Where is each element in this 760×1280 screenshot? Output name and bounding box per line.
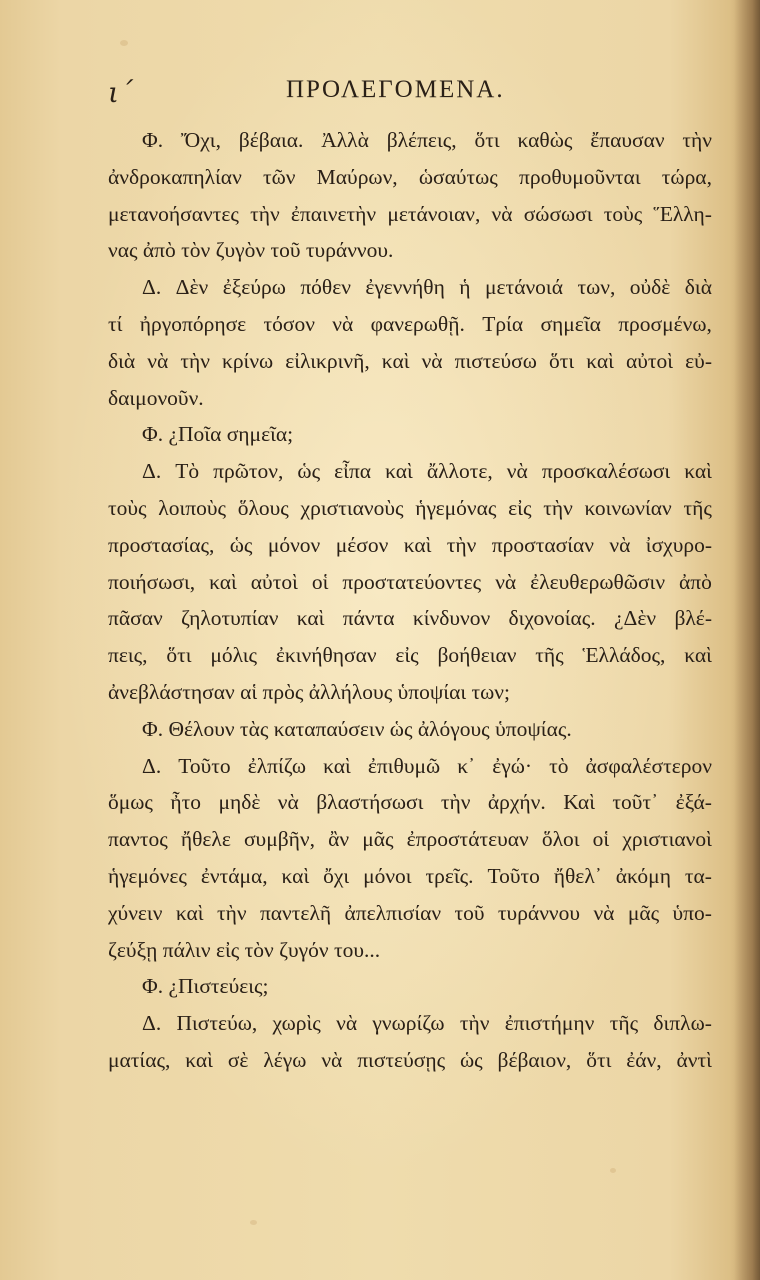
word: τὴν — [459, 1011, 490, 1036]
word: τώρα, — [661, 164, 712, 189]
word: τὴν — [682, 128, 712, 152]
word: Δ. — [142, 1011, 162, 1036]
word: τα- — [684, 863, 712, 888]
word: νὰ — [609, 532, 631, 557]
word: μόλις — [210, 643, 258, 668]
word: Καὶ — [563, 790, 595, 815]
word: προσμένω, — [618, 311, 712, 336]
word: ὅτι — [474, 128, 500, 152]
word: ἐάν, — [626, 1047, 662, 1072]
paper-stain — [250, 1220, 257, 1225]
word: παντελῆ — [259, 900, 332, 925]
word: ἀπὸ — [679, 569, 712, 594]
text-line — [108, 895, 712, 932]
word: ἐλευθερωθῶσιν — [530, 569, 666, 594]
word: καὶ — [175, 900, 204, 925]
word: διὰ — [108, 348, 136, 373]
word: ἠργοπόρησε — [139, 311, 247, 336]
word: ἦτο — [170, 790, 202, 815]
word: βλέ- — [674, 606, 712, 631]
word: ἄλλοτε, — [426, 459, 493, 484]
word: πιστεύσῃς — [357, 1047, 446, 1072]
word: βοήθειαν — [437, 643, 517, 668]
text-line — [108, 637, 712, 674]
word: ἀσφαλέστερον — [585, 753, 712, 778]
word: ἀρχήν. — [487, 790, 546, 815]
text-line — [108, 453, 712, 490]
word: ἔπαυσαν — [590, 128, 665, 152]
word: Ἀλλὰ — [321, 128, 369, 152]
word: ὄχι — [323, 863, 350, 888]
word: ζηλοτυπίαν — [181, 606, 279, 631]
word: τὴν — [446, 532, 477, 557]
word: καὶ — [403, 532, 432, 557]
word: Ἕλλη- — [653, 201, 712, 226]
text-line — [108, 858, 712, 895]
word: Πιστεύω, — [176, 1011, 258, 1036]
word: Τοῦτο — [178, 753, 231, 778]
text-line: Φ. Θέλουν τὰς καταπαύσειν ὡς ἀλόγους ὑποψίας. — [142, 716, 572, 741]
word: νὰ — [495, 569, 517, 594]
word: διπλω- — [653, 1011, 712, 1036]
word: ἀνδροκαπηλίαν — [108, 164, 242, 189]
word: ὡς — [459, 1047, 483, 1072]
word: ὅλοι — [541, 827, 580, 852]
word: οὐδὲ — [629, 275, 671, 300]
word: τῆς — [609, 1011, 639, 1036]
word: πρῶτον, — [213, 459, 284, 484]
word: τὴν — [440, 790, 471, 815]
word: ματίας, — [108, 1047, 171, 1072]
word: χριστιανοὺς — [300, 495, 404, 520]
word: πᾶσαν — [108, 606, 163, 631]
word: ἡγεμόνες — [108, 863, 187, 888]
page-header — [108, 72, 708, 112]
text-line — [108, 748, 712, 785]
word: καὶ — [209, 569, 237, 594]
word: ἐλπίζω — [247, 753, 307, 778]
word: νὰ — [421, 348, 443, 373]
word: βέβαιον, — [497, 1047, 572, 1072]
text-line: ζεύξῃ πάλιν εἰς τὸν ζυγόν του... — [108, 937, 381, 962]
text-line — [108, 159, 712, 196]
word: ὡς — [297, 459, 321, 484]
running-title: ΠΡΟΛΕΓΟΜΕΝΑ. — [286, 76, 505, 103]
word: νὰ — [506, 459, 528, 484]
word: λοιποὺς — [158, 495, 227, 520]
word: προσκαλέσωσι — [541, 459, 671, 484]
word: Δ. — [142, 275, 162, 300]
word: ἐπιθυμῶ — [367, 753, 441, 778]
word: τὴν — [543, 495, 573, 520]
word: τὴν — [216, 900, 247, 925]
word: διχονοίας. — [508, 606, 596, 631]
word: λέγω — [263, 1047, 307, 1072]
word: ἰσχυρο- — [645, 532, 712, 557]
paper-stain — [610, 1168, 616, 1173]
word: Δ. — [142, 753, 162, 778]
word: ἐπαινετὴν — [290, 201, 377, 226]
word: ὅτι — [166, 643, 192, 668]
word: μετανοήσαντες — [108, 201, 239, 226]
word: αὐτοὶ — [626, 348, 674, 373]
word: μετάνοιαν, — [387, 201, 481, 226]
word: καὶ — [586, 348, 614, 373]
word: ἐξεύρω — [222, 275, 286, 300]
word: τὴν — [180, 348, 210, 373]
word: τοῦτ᾽ — [612, 790, 659, 815]
word: πάντα — [342, 606, 395, 631]
word: οἱ — [592, 827, 610, 852]
word: εὐ- — [685, 348, 712, 373]
word: ἐπιστήμην — [504, 1011, 595, 1036]
word: διὰ — [684, 275, 712, 300]
word: ὅλους — [237, 495, 289, 520]
word: μᾶς — [627, 900, 660, 925]
page-number: ι΄ — [108, 76, 133, 109]
word: πιστεύσω — [454, 348, 537, 373]
word: τοῦ — [454, 900, 485, 925]
word: αὐτοὶ — [250, 569, 298, 594]
word: σὲ — [227, 1047, 249, 1072]
word: Δ. — [142, 459, 162, 484]
text-line — [108, 784, 712, 821]
text-line — [108, 196, 712, 233]
text-line — [108, 527, 712, 564]
word: παντος — [108, 827, 168, 852]
text-line — [108, 821, 712, 858]
word: τοὺς — [108, 495, 147, 520]
word: Ἑλλάδος, — [582, 643, 666, 668]
word: μόνον — [267, 532, 321, 557]
word: νὰ — [332, 311, 354, 336]
word: καὶ — [684, 459, 712, 484]
word: Φ. — [142, 128, 164, 152]
word: καὶ — [385, 459, 413, 484]
word: καὶ — [381, 348, 410, 373]
word: Τοῦτο — [487, 863, 540, 888]
word: χύνειν — [108, 900, 163, 925]
word: καὶ — [281, 863, 310, 888]
word: συμβῆν, — [243, 827, 316, 852]
word: ἐπροστάτευαν — [406, 827, 529, 852]
word: ἀπελπισίαν — [344, 900, 442, 925]
word: τοὺς — [603, 201, 643, 226]
word: μόνοι — [363, 863, 412, 888]
word: ἐντάμα, — [200, 863, 268, 888]
word: χωρὶς — [272, 1011, 321, 1036]
word: νὰ — [147, 348, 169, 373]
word: ὑπο- — [672, 900, 712, 925]
word: Τὸ — [175, 459, 200, 484]
word: εἰς — [395, 643, 419, 668]
word: ¿Δὲν — [613, 606, 657, 631]
word: μέσον — [335, 532, 389, 557]
word: καὶ — [323, 753, 351, 778]
text-line: δαιμονοῦν. — [108, 385, 204, 410]
word: σώσωσι — [523, 201, 593, 226]
text-line: Φ. ¿Πιστεύεις; — [142, 974, 269, 999]
word: εἰλικρινῆ, — [285, 348, 370, 373]
word: νὰ — [277, 790, 299, 815]
text-line — [108, 600, 712, 637]
body-text — [108, 122, 712, 1079]
word: κρίνω — [221, 348, 274, 373]
word: φανερωθῇ. — [370, 311, 465, 336]
text-line — [108, 122, 712, 159]
word: των, — [577, 275, 616, 300]
word: τῆς — [683, 495, 712, 520]
word: ὡσαύτως — [418, 164, 498, 189]
word: Μαύρων, — [316, 164, 398, 189]
word: τῶν — [262, 164, 296, 189]
word: Δὲν — [175, 275, 209, 300]
word: εἰς — [508, 495, 532, 520]
text-line: νας ἀπὸ τὸν ζυγὸν τοῦ τυράννου. — [108, 238, 394, 263]
text-line — [108, 269, 712, 306]
word: καὶ — [296, 606, 325, 631]
word: μετάνοιά — [485, 275, 563, 300]
text-line — [108, 306, 712, 343]
word: τῆς — [535, 643, 564, 668]
word: κίνδυνον — [412, 606, 491, 631]
text-line: Φ. ¿Ποῖα σημεῖα; — [142, 422, 294, 447]
word: πόθεν — [300, 275, 351, 300]
binding-shadow — [734, 0, 760, 1280]
word: προστασίαν — [491, 532, 594, 557]
paper-stain — [120, 40, 128, 46]
word: προστατεύοντες — [342, 569, 482, 594]
word: πεις, — [108, 643, 148, 668]
word: τὸ — [549, 753, 569, 778]
word: κοινωνίαν — [584, 495, 672, 520]
word: κ᾽ — [457, 753, 476, 778]
word: ἂν — [328, 827, 350, 852]
word: μηδὲ — [218, 790, 261, 815]
word: Τρία — [482, 311, 524, 336]
word: ἤθελ᾽ — [553, 863, 602, 888]
word: νὰ — [336, 1011, 358, 1036]
word: ὅτι — [586, 1047, 612, 1072]
word: ἤθελε — [180, 827, 231, 852]
word: προθυμοῦνται — [519, 164, 641, 189]
word: βλαστήσωσι — [316, 790, 424, 815]
text-line — [108, 1005, 712, 1042]
word: εἶπα — [334, 459, 372, 484]
word: ὅτι — [548, 348, 575, 373]
word: βέβαια. — [238, 128, 304, 152]
word: καὶ — [684, 643, 712, 668]
word: τυράννου — [497, 900, 581, 925]
word: οἱ — [311, 569, 329, 594]
word: τρεῖς. — [425, 863, 474, 888]
word: τί — [108, 311, 123, 336]
word: ἐξά- — [675, 790, 712, 815]
word: Ὄχι, — [180, 128, 221, 152]
text-line — [108, 1042, 712, 1079]
word: ἀντὶ — [676, 1047, 712, 1072]
word: καθὼς — [517, 128, 573, 152]
word: τόσον — [263, 311, 315, 336]
word: νὰ — [593, 900, 615, 925]
text-line: ἀνεβλάστησαν αἱ πρὸς ἀλλήλους ὑποψίαι των; — [108, 679, 510, 704]
word: τὴν — [250, 201, 280, 226]
word: ἡγεμόνας — [415, 495, 497, 520]
word: ἐγεννήθη — [365, 275, 445, 300]
text-line — [108, 490, 712, 527]
word: μᾶς — [362, 827, 394, 852]
word: νὰ — [321, 1047, 343, 1072]
word: καὶ — [185, 1047, 213, 1072]
word: γνωρίζω — [372, 1011, 445, 1036]
word: ὡς — [229, 532, 253, 557]
word: ἡ — [459, 275, 471, 300]
word: ἐκινήθησαν — [275, 643, 377, 668]
word: χριστιανοὶ — [622, 827, 712, 852]
text-line — [108, 343, 712, 380]
word: σημεῖα — [540, 311, 601, 336]
word: ἐγώ· — [492, 753, 533, 778]
word: ποιήσωσι, — [108, 569, 196, 594]
word: προστασίας, — [108, 532, 215, 557]
text-line — [108, 564, 712, 601]
word: νὰ — [491, 201, 513, 226]
word: ἀκόμη — [615, 863, 671, 888]
word: βλέπεις, — [386, 128, 457, 152]
word: ὅμως — [108, 790, 153, 815]
